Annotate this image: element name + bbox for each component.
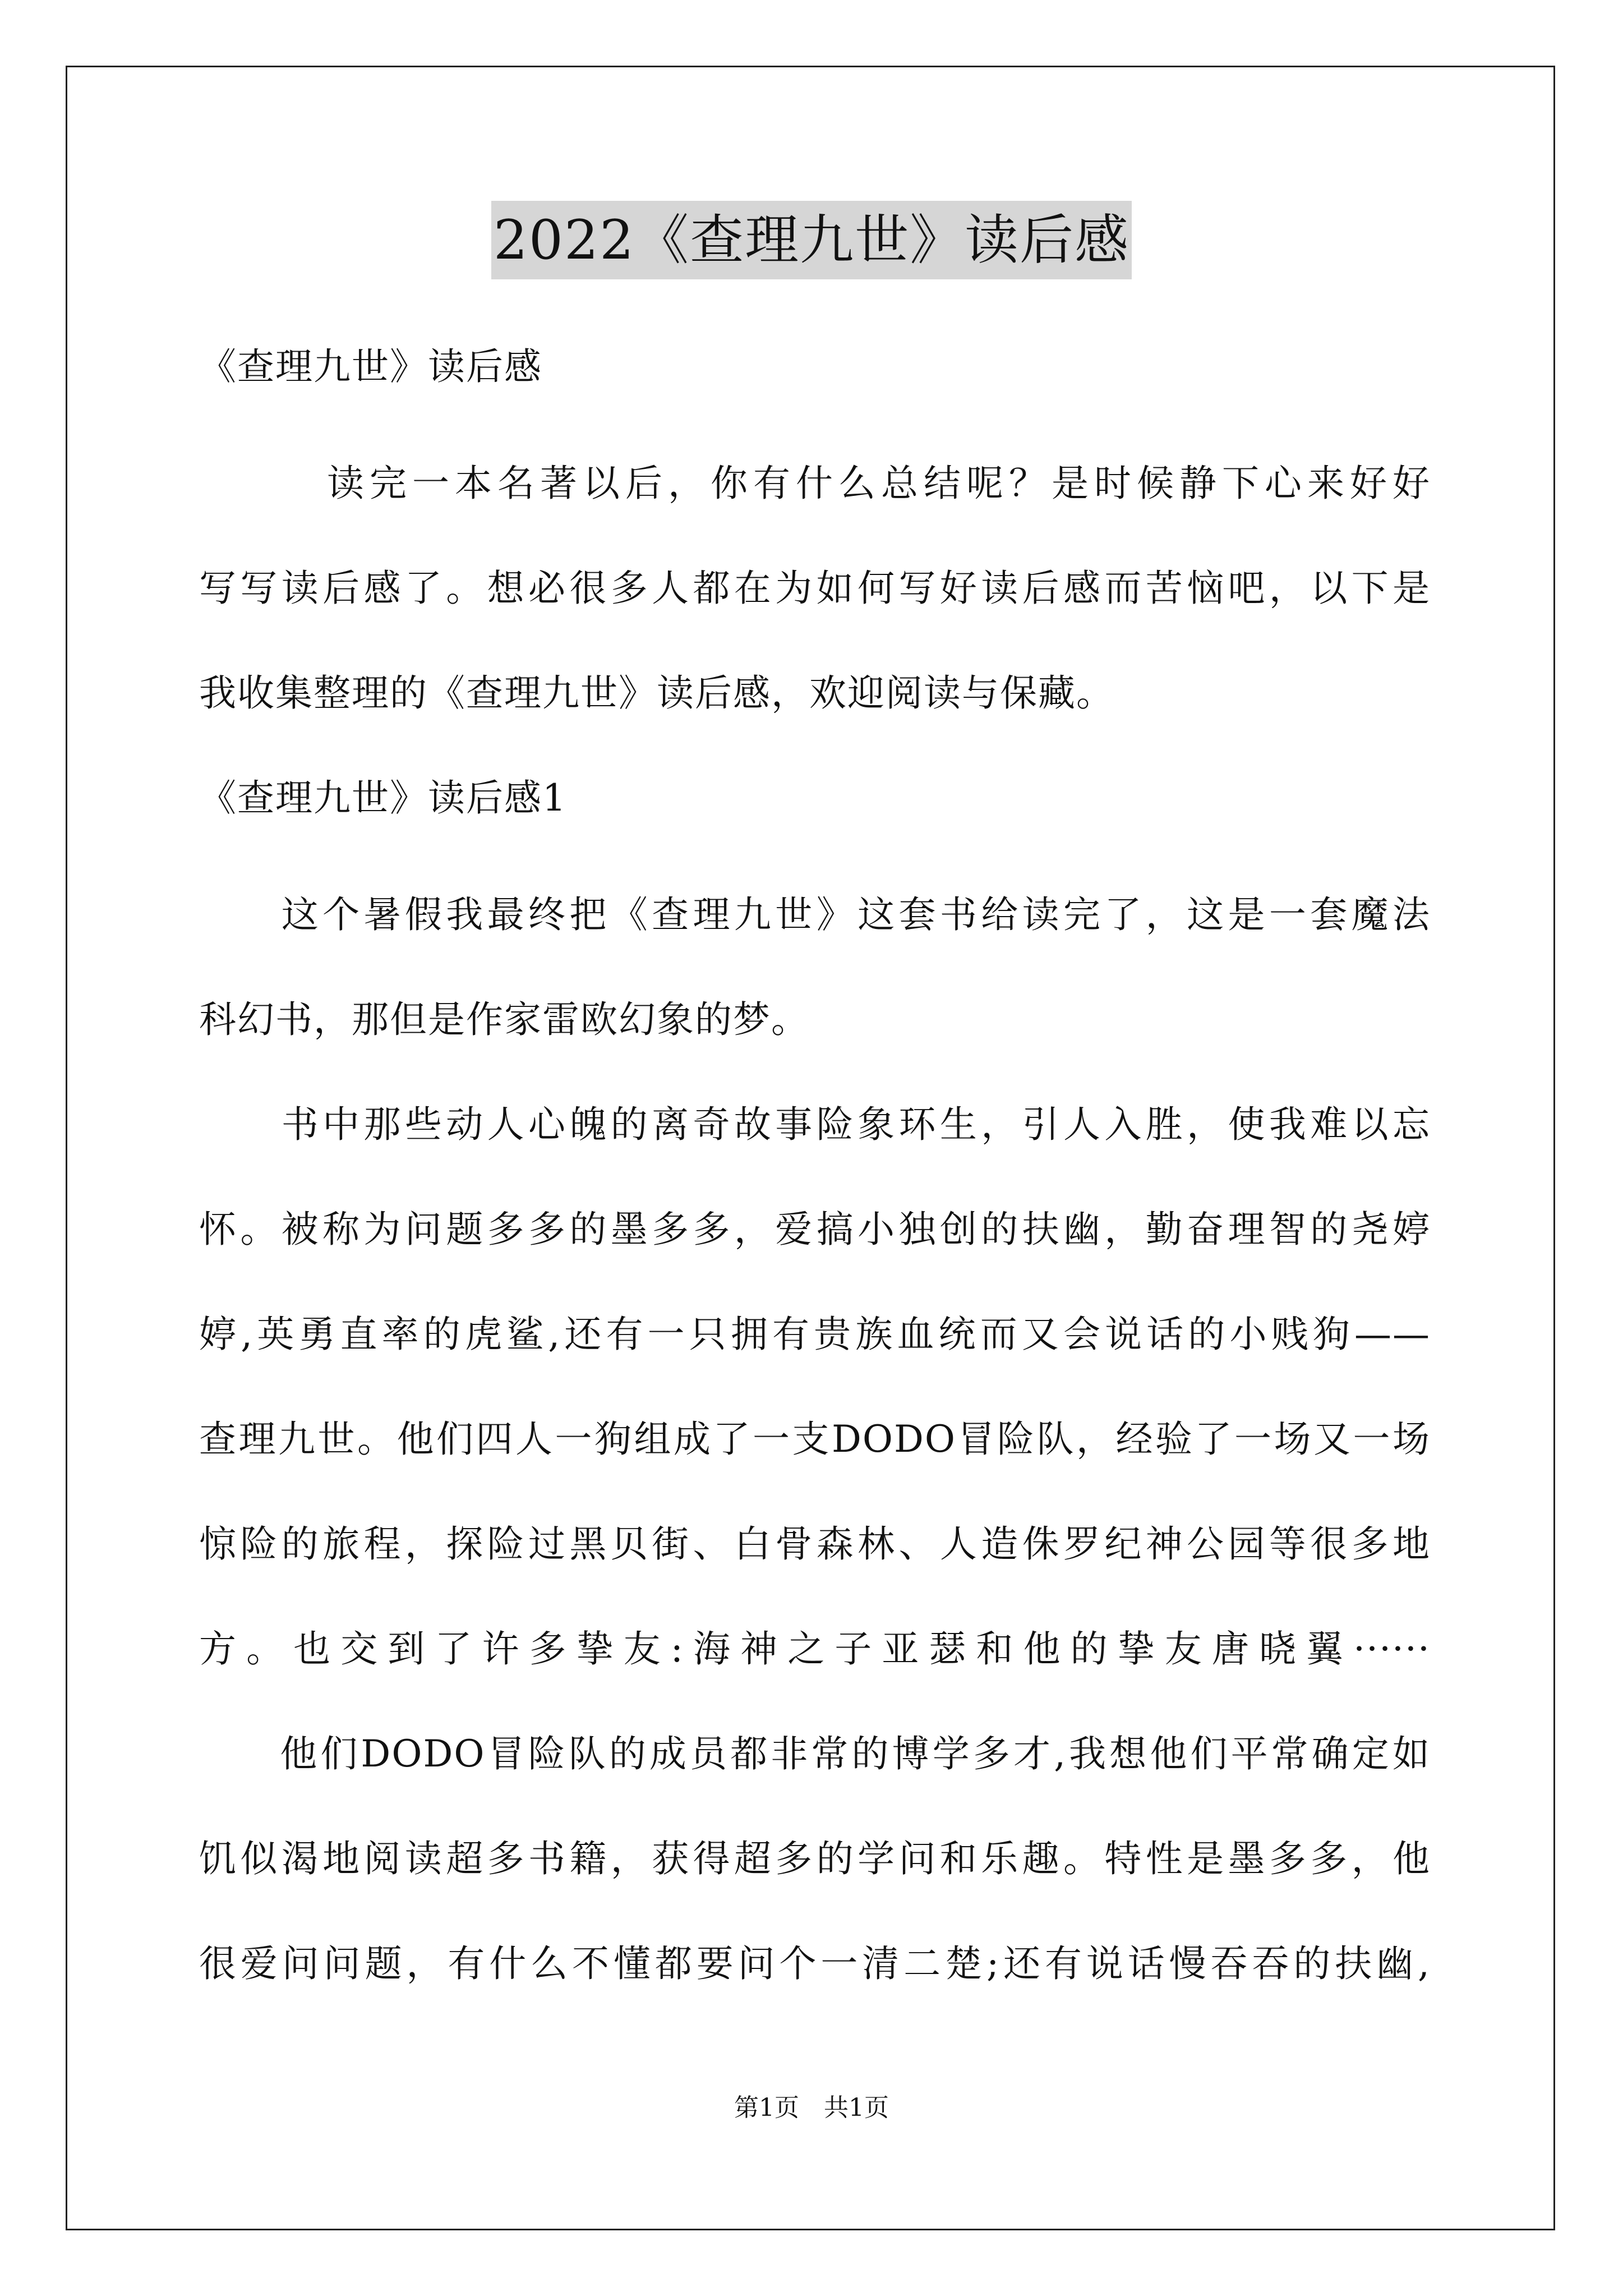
paragraph-line: 怀。被称为问题多多的墨多多，爱搞小独创的扶幽，勤奋理智的尧婷 [199, 1208, 1431, 1251]
section-heading: 《查理九世》读后感 [199, 345, 542, 388]
paragraph-line: 很爱问问题，有什么不懂都要问个一清二楚;还有说话慢吞吞的扶幽, [199, 1942, 1431, 1985]
paragraph-line: 我收集整理的《查理九世》读后感，欢迎阅读与保藏。 [199, 671, 1114, 715]
paragraph-line: 查理九世。他们四人一狗组成了一支DODO冒险队，经验了一场又一场 [199, 1418, 1431, 1461]
paragraph-line: 读完一本名著以后，你有什么总结呢？是时候静下心来好好 [199, 462, 1431, 505]
page-footer: 第1页 共1页 [734, 2093, 889, 2122]
paragraph-line: 饥似渴地阅读超多书籍，获得超多的学问和乐趣。特性是墨多多，他 [199, 1837, 1431, 1880]
document-body [199, 314, 1431, 2016]
paragraph-line: 这个暑假我最终把《查理九世》这套书给读完了，这是一套魔法 [199, 893, 1431, 936]
paragraph-line: 婷,英勇直率的虎鲨,还有一只拥有贵族血统而又会说话的小贱狗—— [199, 1313, 1431, 1356]
paragraph-line: 书中那些动人心魄的离奇故事险象环生，引人入胜，使我难以忘 [199, 1103, 1431, 1146]
section-heading: 《查理九世》读后感1 [199, 776, 567, 820]
document-title: 2022《查理九世》读后感 [491, 201, 1132, 279]
paragraph-line: 科幻书，那但是作家雷欧幻象的梦。 [199, 998, 809, 1041]
paragraph-line: 他们DODO冒险队的成员都非常的博学多才,我想他们平常确定如 [199, 1732, 1431, 1775]
paragraph-line: 方。也交到了许多挚友:海神之子亚瑟和他的挚友唐晓翼······ [199, 1627, 1431, 1671]
title-container [0, 201, 1623, 279]
paragraph-line: 写写读后感了。想必很多人都在为如何写好读后感而苦恼吧，以下是 [199, 567, 1431, 610]
paragraph-line: 惊险的旅程，探险过黑贝街、白骨森林、人造侏罗纪神公园等很多地 [199, 1522, 1431, 1566]
